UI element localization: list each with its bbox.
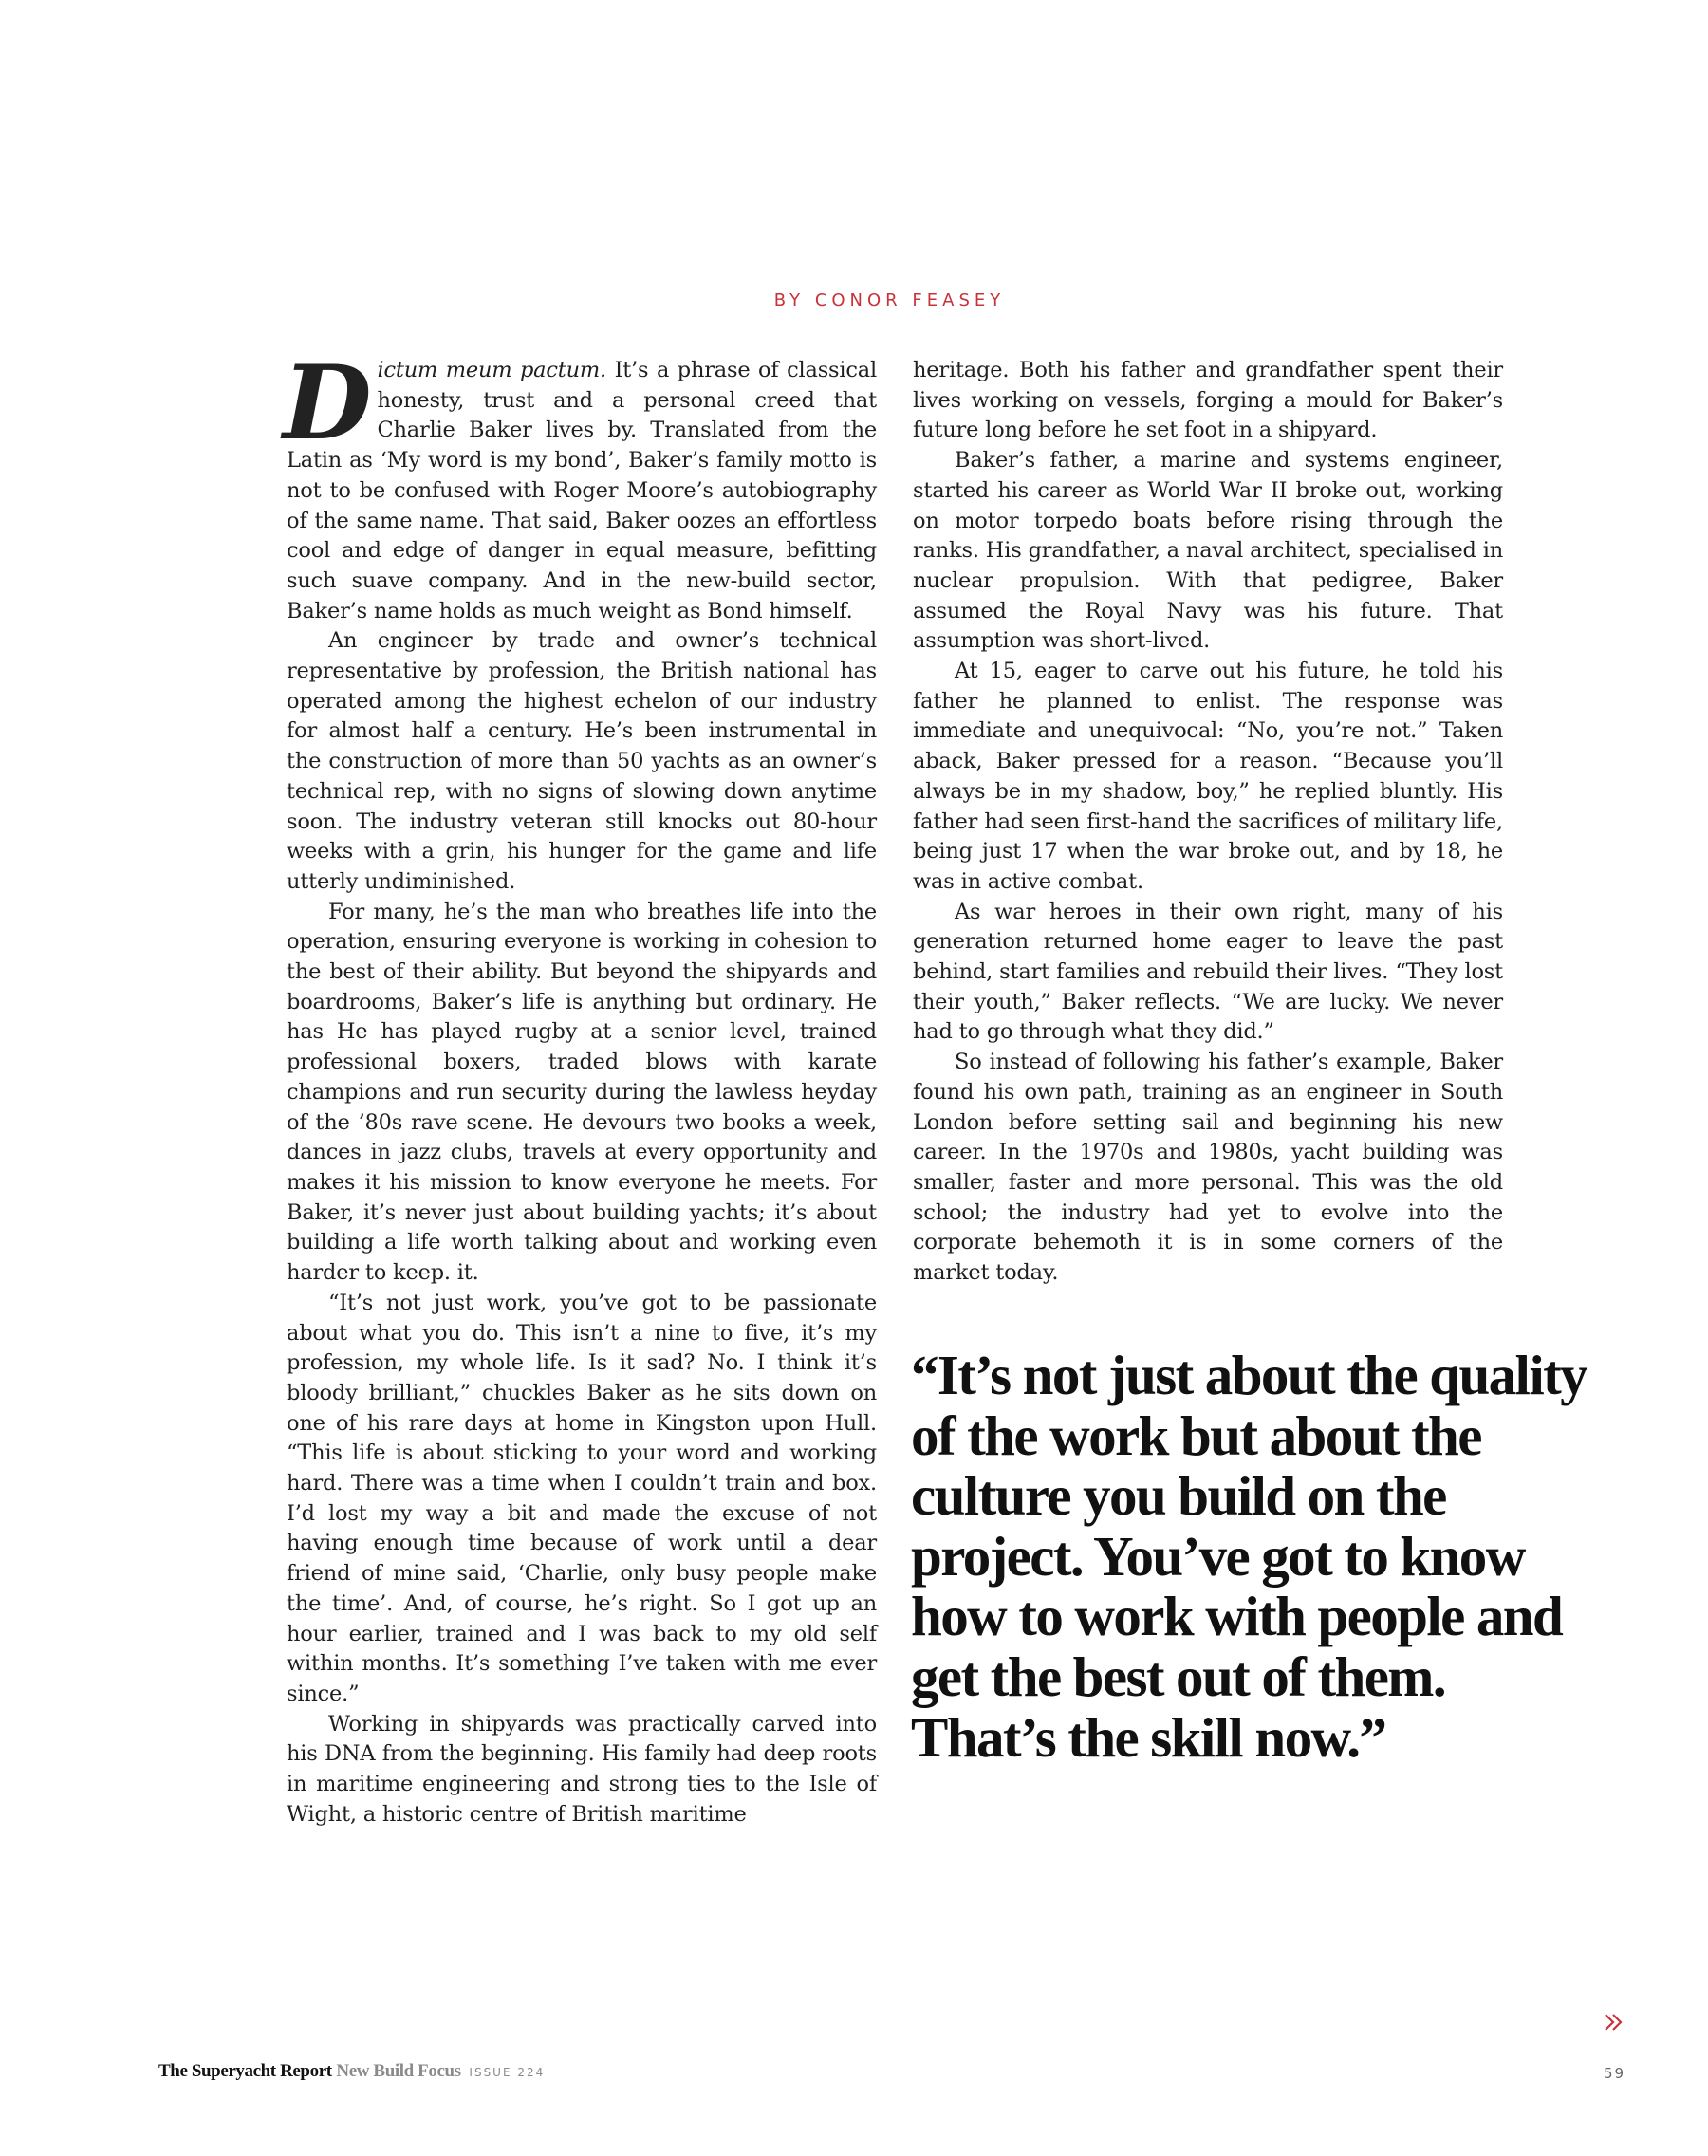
article-paragraph: For many, he’s the man who breathes life into the operation, ensuring everyone is working in cohesion to the best of their ability. But beyond the shipyards and boardrooms, Baker’s life is anything but ordinary. He has He has played rugby at a senior level, trained professional boxers, traded blows with karate champions and run security during the lawless heyday of the ’80s rave scene. He devours two books a week, dances in jazz clubs, travels at every opportunity and makes it his mission to know everyone he meets. For Baker, it’s never just about building yachts; it’s about building a life worth talking about and working even harder to keep. it. — [287, 899, 877, 1286]
article-paragraph: So instead of following his father’s example, Baker found his own path, training as an engineer in South London before setting sail and beginning his new career. In the 1970s and 1980s, yacht building was smaller, faster and more personal. This was the old school; the industry had yet to evolve into the corporate behemoth it is in some corners of the market today. — [913, 1050, 1503, 1286]
article-column-left — [283, 344, 877, 1830]
paragraph-text: It’s a phrase of classical honesty, trust and a personal creed that Charlie Baker lives by. Translated from the Latin as ‘My word is my bond’, Baker’s family motto is not to be confused with Roger Moore’s autobiography of the same name. That said, Baker oozes an effortless cool and edge of danger in equal measure, befitting such suave company. And in the new-build sector, Baker’s name holds as much weight as Bond himself. — [287, 358, 877, 623]
article-paragraph: heritage. Both his father and grandfather spent their lives working on vessels, forging a mould for Baker’s future long before he set foot in a shipyard. — [913, 358, 1503, 443]
double-chevron-right-icon[interactable] — [1602, 2010, 1626, 2035]
byline: BY CONOR FEASEY — [773, 290, 1006, 310]
drop-cap: D — [283, 344, 372, 463]
lead-italic: ictum meum pactum. — [377, 358, 606, 382]
article-column-right — [913, 356, 1503, 1289]
footer — [158, 2061, 545, 2082]
footer-section: New Build Focus — [336, 2061, 461, 2081]
footer-brand: The Superyacht Report — [158, 2061, 332, 2081]
footer-issue: ISSUE 224 — [469, 2066, 546, 2079]
article-paragraph: An engineer by trade and owner’s technical representative by profession, the British national has operated among the highest echelon of our industry for almost half a century. He’s been instrumental in the construction of more than 50 yachts as an owner’s technical rep, with no signs of slowing down anytime soon. The industry veteran still knocks out 80-hour weeks with a grin, his hunger for the game and life utterly undiminished. — [287, 628, 877, 894]
pull-quote: “It’s not just about the quality of the work but about the culture you build on the project. You’ve got to know how to work with people and get the best out of them. That’s the skill now.” — [911, 1344, 1587, 1769]
article-paragraph: “It’s not just work, you’ve got to be passionate about what you do. This isn’t a nine to five, it’s my profession, my whole life. Is it sad? No. I think it’s bloody brilliant,” chuckles Baker as he sits down on one of his rare days at home in Kingston upon Hull. “This life is about sticking to your word and working hard. There was a time when I couldn’t train and box. I’d lost my way a bit and made the excuse of not having enough time because of work until a dear friend of mine said, ‘Charlie, only busy people make the time’. And, of course, he’s right. So I got up an hour earlier, trained and I was back to my old self within months. It’s something I’ve taken with me ever since.” — [287, 1290, 877, 1706]
article-paragraph: As war heroes in their own right, many of his generation returned home eager to leave the past behind, start families and rebuild their lives. “They lost their youth,” Baker reflects. “We are lucky. We never had to go through what they did.” — [913, 899, 1503, 1045]
article-paragraph — [283, 344, 877, 626]
page-number: 59 — [1604, 2065, 1626, 2082]
article-paragraph: Baker’s father, a marine and systems engineer, started his career as World War II broke out, working on motor torpedo boats before rising through the ranks. His grandfather, a naval architect, specialised in nuclear propulsion. With that pedigree, Baker assumed the Royal Navy was his future. That assumption was short-lived. — [913, 448, 1503, 654]
article-paragraph: At 15, eager to carve out his future, he told his father he planned to enlist. The response was immediate and unequivocal: “No, you’re not.” Taken aback, Baker pressed for a reason. “Because you’ll always be in my shadow, boy,” he replied bluntly. His father had seen first-hand the sacrifices of military life, being just 17 when the war broke out, and by 18, he was in active combat. — [913, 659, 1503, 894]
article-paragraph: Working in shipyards was practically carved into his DNA from the beginning. His family had deep roots in maritime engineering and strong ties to the Isle of Wight, a historic centre of British maritime — [287, 1711, 877, 1827]
